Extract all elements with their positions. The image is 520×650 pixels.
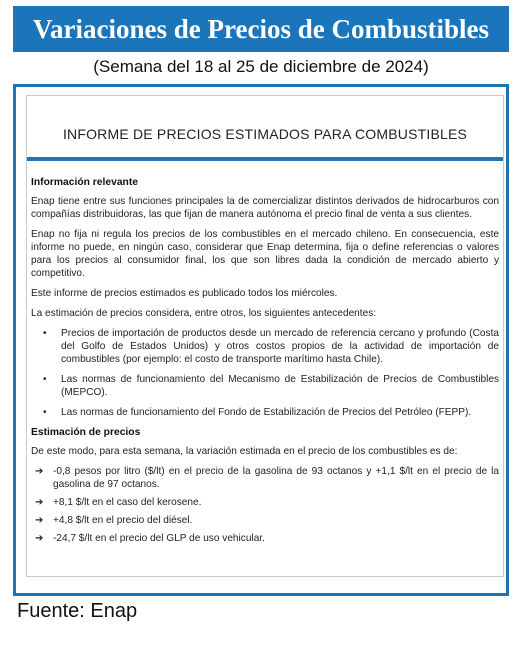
page-title: Variaciones de Precios de Combustibles xyxy=(33,13,489,44)
paragraph: De este modo, para esta semana, la variación estimada en el precio de los combustibles es de: xyxy=(31,446,458,457)
list-item xyxy=(31,496,499,509)
report-panel xyxy=(26,95,504,577)
paragraph: Enap tiene entre sus funciones principales la de comercializar distintos derivados de hidrocarburos con compañías distribuidoras, las que fijan de manera autónoma el precio final de venta a sus clientes. xyxy=(31,196,499,220)
paragraph: Enap no fija ni regula los precios de los combustibles en el mercado chileno. En consecuencia, este informe no puede, en ningún caso, considerar que Enap determina, fija o define referencias o valores para los precios al consumidor final, los que son libres dada la condición de mercado abierto y competitivo. xyxy=(31,229,499,279)
page-subtitle: (Semana del 18 al 25 de diciembre de 2024) xyxy=(93,57,429,76)
arrow-right-icon: ➔ xyxy=(35,466,44,477)
arrow-right-icon: ➔ xyxy=(35,497,44,508)
report-content xyxy=(31,176,499,550)
bullet-icon: • xyxy=(43,407,47,418)
list-item-text: -24,7 $/lt en el precio del GLP de uso vehicular. xyxy=(53,533,265,544)
section-heading-price-estimate: Estimación de precios xyxy=(31,427,141,438)
list-item xyxy=(31,373,499,399)
list-item xyxy=(31,532,499,545)
list-item-text: +4,8 $/lt en el precio del diésel. xyxy=(53,515,193,526)
arrow-right-icon: ➔ xyxy=(35,515,44,526)
bullet-icon: • xyxy=(43,374,47,385)
title-divider xyxy=(27,157,503,161)
list-item-text: -0,8 pesos por litro ($/lt) en el precio de la gasolina de 93 octanos y +1,1 $/lt en el precio de la gasolina de 97 octanos. xyxy=(53,466,499,490)
list-item-text: Las normas de funcionamiento del Fondo de Estabilización de Precios del Petróleo (FEPP). xyxy=(61,407,472,418)
source-caption: Fuente: Enap xyxy=(17,600,138,622)
list-item xyxy=(31,465,499,491)
arrow-right-icon: ➔ xyxy=(35,533,44,544)
list-item-text: +8,1 $/lt en el caso del kerosene. xyxy=(53,497,202,508)
paragraph: La estimación de precios considera, entre otros, los siguientes antecedentes: xyxy=(31,308,377,319)
report-frame xyxy=(13,84,509,596)
antecedents-list xyxy=(31,327,499,419)
report-title: INFORME DE PRECIOS ESTIMADOS PARA COMBUSTIBLES xyxy=(62,126,468,142)
bullet-icon: • xyxy=(43,328,47,339)
section-heading-relevant-info: Información relevante xyxy=(31,177,139,188)
paragraph: Este informe de precios estimados es publicado todos los miércoles. xyxy=(31,288,338,299)
list-item xyxy=(31,406,499,419)
list-item xyxy=(31,327,499,366)
list-item-text: Las normas de funcionamiento del Mecanismo de Estabilización de Precios de Combustibles (MEPCO). xyxy=(61,374,499,398)
price-variation-list xyxy=(31,465,499,545)
page-banner xyxy=(13,6,509,52)
list-item xyxy=(31,514,499,527)
list-item-text: Precios de importación de productos desde un mercado de referencia cercano y profundo (Costa del Golfo de Estados Unidos) y otros costos propios de la actividad de importación de combustibles (por ejemplo: el costo de transporte marítimo hasta Chile). xyxy=(61,328,499,365)
